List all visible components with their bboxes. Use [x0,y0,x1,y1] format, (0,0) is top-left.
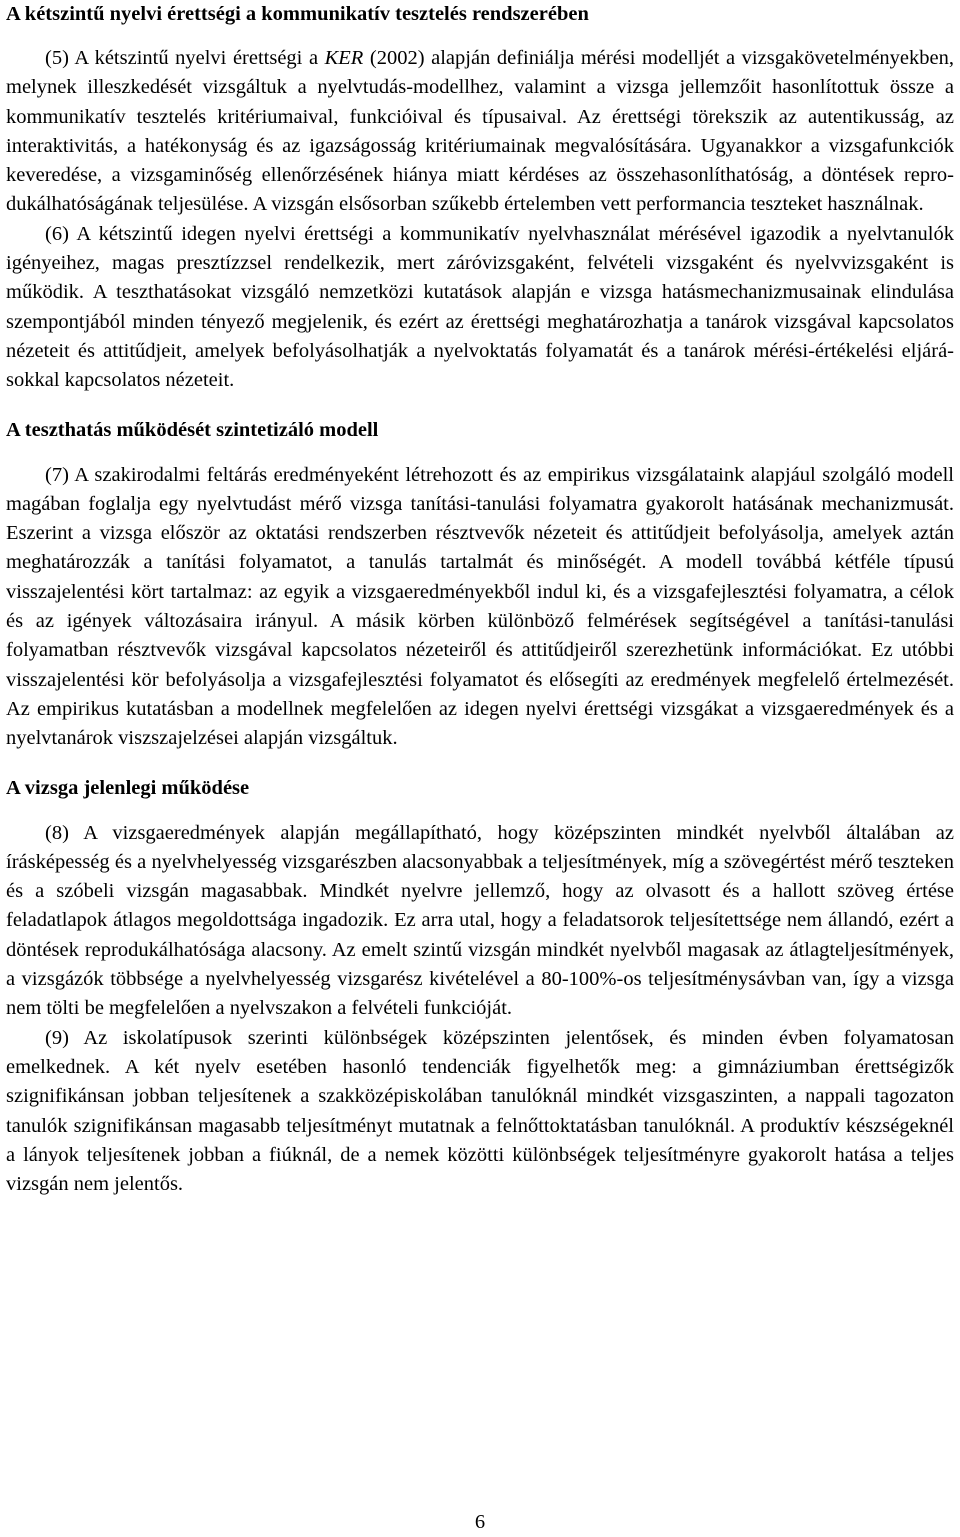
paragraph-5 [6,44,954,220]
section-heading-model: A teszthatás működését szintetizáló modell [6,418,379,441]
document-title: A kétszintű nyelvi érettségi a kommunikatív tesztelés rendszerében [6,3,589,25]
paragraph-5-rest: (2002) alapján definiálja mérési modelljét a vizsgakövetelményekben, melynek illeszkedését vizsgáltuk a nyelvtudás-modellhez, valamint a vizsga jellemzőit hasonlítottuk össze a kommunikatív tesztelés kritériumaival, funkcióival és típusaival. Az érettségi törekszik az autentikusság, az interaktivitás, a hatékonyság és az igazságosság kritériumainak megvalósítására. Ugyanakkor a vizsgafunkciók keveredése, a vizsgaminőség ellenőrzésének hiánya miatt kérdéses az összehasonlíthatóság, a döntések reprodukálhatóságának teljesülése. A vizsgán elsősorban szűkebb értelemben vett performancia teszteket használnak. [6,47,954,216]
document-page [6,0,954,1199]
section-heading-operation: A vizsga jelenlegi működése [6,776,250,799]
paragraph-7: (7) A szakirodalmi feltárás eredményeként létrehozott és az empirikus vizsgálataink alapjául szolgáló modell magában foglalja egy nyelvtudást mérő vizsga tanítási-tanulási folyamatra gyakorolt hatásának mechanizmusát. Eszerint a vizsga először az oktatási rendszerben résztvevők nézeteit és attitűdjeit befolyásolja, amelyek aztán meghatározzák a tanítási folyamatot, a tanulás tartalmát és minőségét. A modell továbbá kétféle típusú visszajelentési kört tartalmaz: az egyik a vizsgaeredményekből indul ki, és a vizsgafejlesztési folyamatra, a célok és az igények változásaira irányul. A másik körben különböző felmérések segítségével a tanítási-tanulási folyamatban résztvevők vizsgával kapcsolatos nézeteiről és attitűdjeiről szerezhetünk információkat. Ez utóbbi visszajelentési kör befolyásolja a vizsgafejlesztési folyamatot és elősegíti az eredmények megfelelő értelmezését. Az empirikus kutatásban a modellnek megfelelően az idegen nyelvi érettségi vizsgákat a vizsgaeredmények és a nyelvtanárok viszszajelzései alapján vizsgáltuk. [6,463,954,750]
page-number: 6 [474,1511,486,1533]
ker-reference: KER [324,47,364,69]
paragraph-9: (9) Az iskolatípusok szerinti különbségek középszinten jelentősek, és minden évben folyamatosan emelkednek. A két nyelv esetében hasonló tendenciák figyelhetők meg: a gimnáziumban érettségizők szignifikánsan jobban teljesítenek a szakközépiskolában tanulóknál mindkét vizsgaszinten, a nappali tagozaton tanulók szignifikánsan magasabb teljesítményt mutatnak a felnőttoktatásban tanulóknál. A produktív készségeknél a lányok teljesítenek jobban a fiúknál, de a nemek közötti különbségek teljesítményre gyakorolt hatása a teljes vizsgán nem jelentős. [6,1026,954,1196]
paragraph-5-start: (5) A kétszintű nyelvi érettségi a [45,47,325,69]
paragraph-8: (8) A vizsgaeredmények alapján megállapítható, hogy középszinten mindkét nyelvből általában az írásképesség és a nyelvhelyesség vizsgarészben alacsonyabbak a teljesítmények, míg a szövegértést mérő teszteken és a szóbeli vizsgán magasabbak. Mindkét nyelvre jellemző, hogy az olvasott és a hallott szöveg értése feladatlapok átlagos megoldottsága ingadozik. Ez arra utal, hogy a feladatsorok teljesítettsége nem állandó, ezért a döntések reprodukálhatósága alacsony. Az emelt szintű vizsgán mindkét nyelvből magasak az átlagteljesítmények, a vizsgázók többsége a nyelvhelyesség vizsgarész kivételével a 80-100%-os teljesítménysávban van, így a vizsga nem tölti be megfelelően a nyelvszakon a felvételi funkcióját. [6,821,954,1020]
paragraph-6: (6) A kétszintű idegen nyelvi érettségi a kommunikatív nyelvhasználat mérésével igazodik a nyelvtanulók igényeihez, magas presztízzsel rendelkezik, mert záróvizsgaként, felvételi vizsgaként és nyelvvizsgaként is működik. A teszthatásokat vizsgáló nemzetközi kutatások alapján e vizsga hatásmechanizmusainak elindulása szempontjából minden tényező megjelenik, és ezért az érettségi meghatározhatja a tanárok vizsgával kapcsolatos nézeteit és attitűdjeit, amelyek befolyásolhatják a nyelvoktatás folyamatát és a tanárok mérési-értékelési eljárásokkal kapcsolatos nézeteit. [6,222,954,392]
